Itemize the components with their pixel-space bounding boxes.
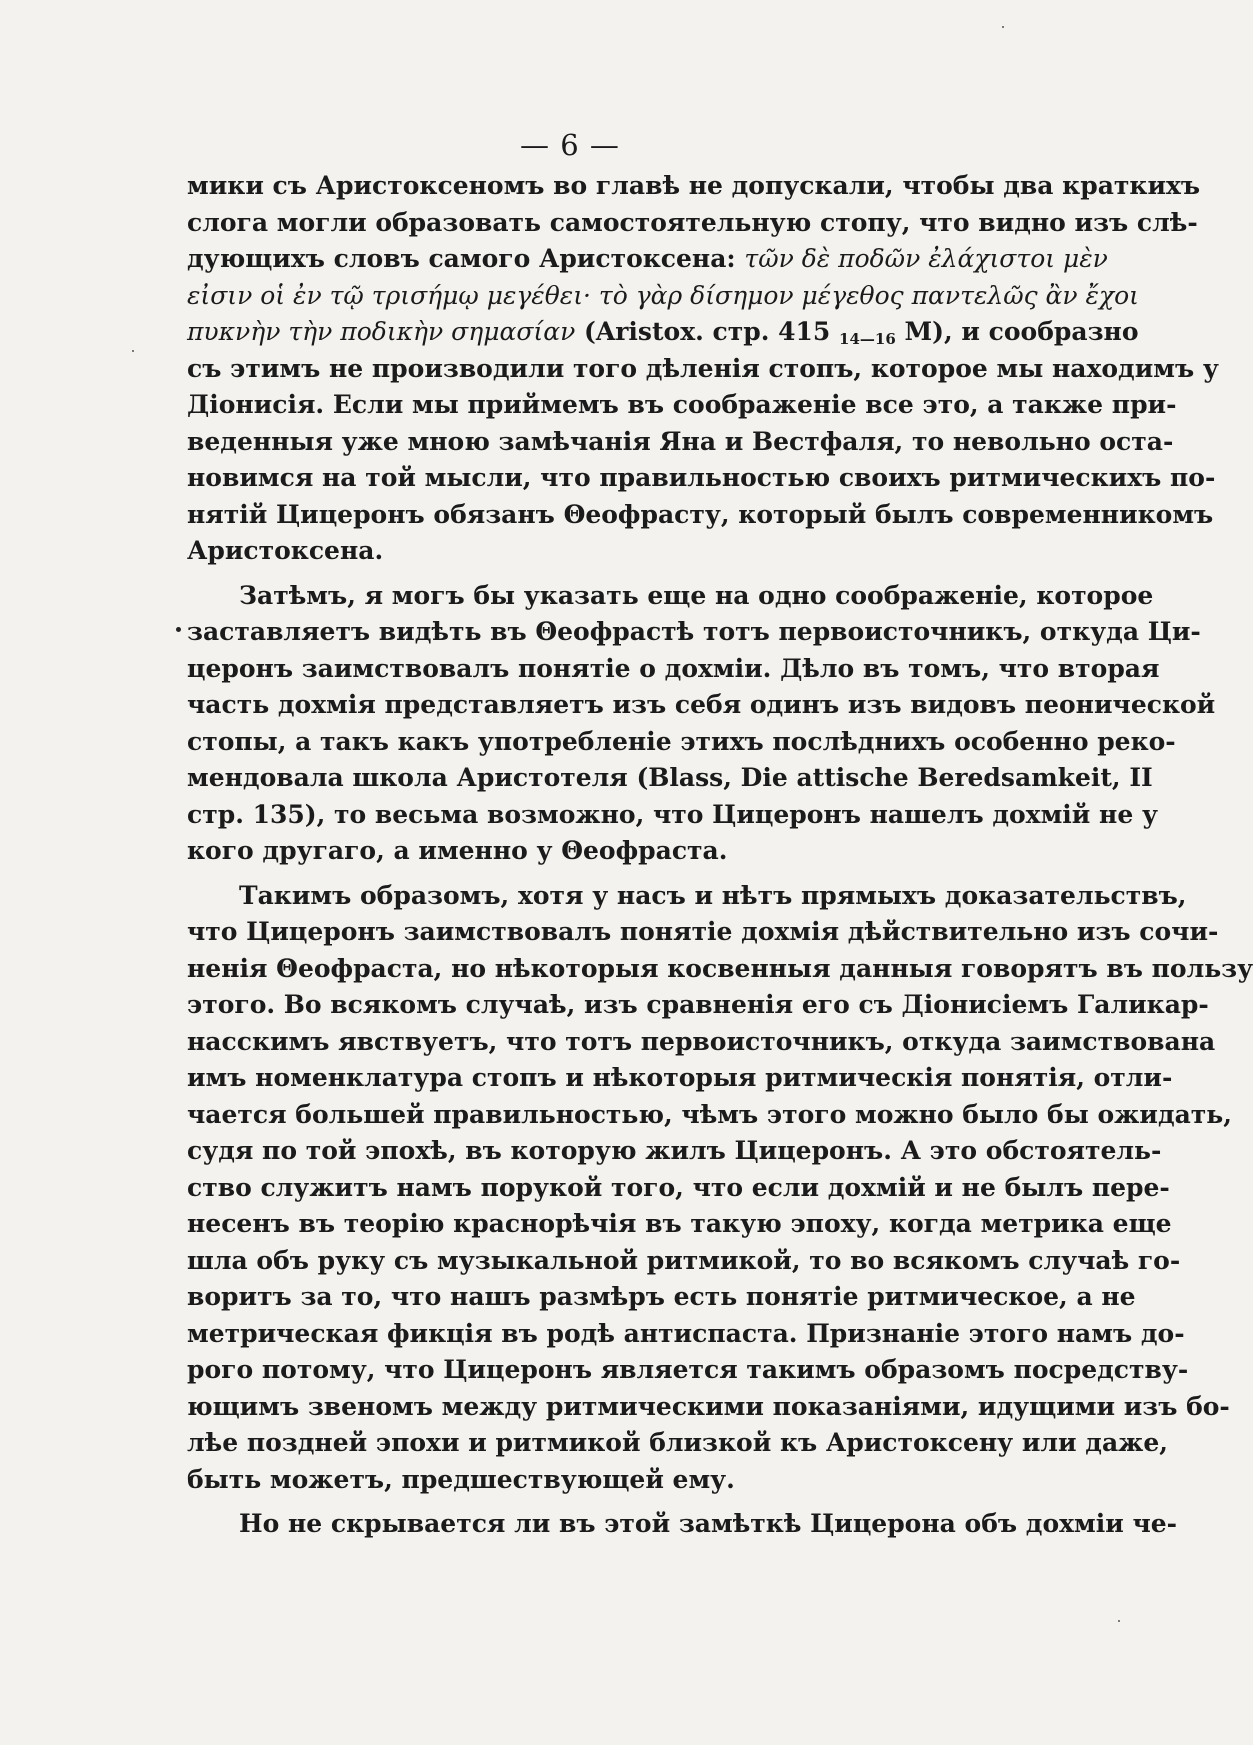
text-line: церонъ заимствовалъ понятіе о дохміи. Дѣло въ томъ, что вторая [187, 653, 1160, 683]
text-line: нятій Цицеронъ обязанъ Θеофрасту, который былъ современникомъ [187, 499, 1214, 529]
text-line: мендовала школа Аристотеля (Blass, Die attische Beredsamkeit, II [187, 763, 1153, 792]
text-line: быть можетъ, предшествующей ему. [187, 1464, 735, 1494]
text-line: судя по той эпохѣ, въ которую жилъ Цицеронъ. А это обстоятель- [187, 1136, 1162, 1165]
paragraph-3 [187, 878, 1253, 1499]
page-number: — 6 — [520, 128, 620, 162]
text-line: веденныя уже мною замѣчанія Яна и Вестфаля, то невольно оста- [187, 426, 1174, 456]
margin-ink-dot [176, 627, 181, 632]
text-line: имъ номенклатура стопъ и нѣкоторыя ритмическія понятія, отли- [187, 1063, 1173, 1092]
greek-quote: τῶν δὲ ποδῶν ἐλάχιστοι μὲν [744, 244, 1108, 273]
text-line: Но не скрывается ли въ этой замѣткѣ Цицерона объ дохміи че- [239, 1509, 1178, 1538]
text-line: шла объ руку съ музыкальной ритмикой, то во всякомъ случаѣ го- [187, 1245, 1181, 1275]
citation: (Aristox. стр. 415 [584, 317, 831, 346]
text-line: стр. 135), то весьма возможно, что Цицеронъ нашелъ дохмій не у [187, 799, 1158, 829]
paper-speck [132, 350, 134, 352]
text-line: что Цицеронъ заимствовалъ понятіе дохмія дѣйствительно изъ сочи- [187, 917, 1219, 946]
paragraph-1 [187, 168, 1219, 570]
paragraph-2 [187, 578, 1216, 870]
paragraph-4 [187, 1506, 1178, 1543]
text-line-part: дующихъ словъ самого Аристоксена: [187, 244, 736, 273]
text-line: несенъ въ теорію краснорѣчія въ такую эпоху, когда метрика еще [187, 1209, 1172, 1238]
text-line: заставляетъ видѣть въ Θеофрастѣ тотъ первоисточникъ, откуда Ци- [187, 617, 1201, 646]
text-line: Затѣмъ, я могъ бы указать еще на одно соображеніе, которое [239, 580, 1154, 610]
citation-subscript: 14—16 [839, 330, 896, 348]
text-line: ющимъ звеномъ между ритмическими показаніями, идущими изъ бо- [187, 1391, 1230, 1421]
greek-quote: πυκνὴν τὴν ποδικὴν σημασίαν [187, 317, 576, 346]
text-line: рого потому, что Цицеронъ является такимъ образомъ посредству- [187, 1355, 1189, 1384]
text-line: этого. Во всякомъ случаѣ, изъ сравненія его съ Діонисіемъ Галикар- [187, 990, 1209, 1019]
paper-speck [1118, 1620, 1120, 1622]
text-line: чается большей правильностью, чѣмъ этого можно было бы ожидать, [187, 1099, 1232, 1129]
text-line: съ этимъ не производили того дѣленія стопъ, которое мы находимъ у [187, 353, 1219, 383]
text-line: воритъ за то, что нашъ размѣръ есть понятіе ритмическое, а не [187, 1282, 1136, 1311]
citation-end: M), и сообразно [904, 317, 1139, 346]
greek-quote-line: εἰσιν οἱ ἐν τῷ τρισήμῳ μεγέθει· τὸ γὰρ δίσημον μέγεθος παντελῶς ἂν ἔχοι [187, 280, 1139, 310]
text-line: Діонисія. Если мы приймемъ въ соображеніе все это, а также при- [187, 390, 1177, 419]
text-line: метрическая фикція въ родѣ антиспаста. Признаніе этого намъ до- [187, 1318, 1185, 1348]
text-line: новимся на той мысли, что правильностью своихъ ритмическихъ по- [187, 463, 1216, 492]
text-line: Аристоксена. [187, 536, 384, 565]
text-line: ненія Θеофраста, но нѣкоторыя косвенныя данныя говорятъ въ пользу [187, 953, 1253, 983]
text-line [187, 314, 1139, 351]
text-line: ство служитъ намъ порукой того, что если дохмій и не былъ пере- [187, 1172, 1170, 1202]
paper-speck [1002, 26, 1004, 28]
text-line: насскимъ явствуетъ, что тотъ первоисточникъ, откуда заимствована [187, 1026, 1216, 1056]
text-line: Такимъ образомъ, хотя у насъ и нѣтъ прямыхъ доказательствъ, [239, 880, 1187, 910]
text-line: слога могли образовать самостоятельную стопу, что видно изъ слѣ- [187, 207, 1198, 237]
text-line [187, 241, 1108, 278]
text-line: мики съ Аристоксеномъ во главѣ не допускали, чтобы два краткихъ [187, 171, 1201, 200]
text-line: кого другаго, а именно у Θеофраста. [187, 836, 728, 865]
body-text [187, 168, 1253, 1543]
text-line: лѣе поздней эпохи и ритмикой близкой къ Аристоксену или даже, [187, 1428, 1168, 1457]
text-line: часть дохмія представляетъ изъ себя одинъ изъ видовъ пеонической [187, 690, 1216, 719]
text-line: стопы, а такъ какъ употребленіе этихъ послѣднихъ особенно реко- [187, 726, 1176, 756]
